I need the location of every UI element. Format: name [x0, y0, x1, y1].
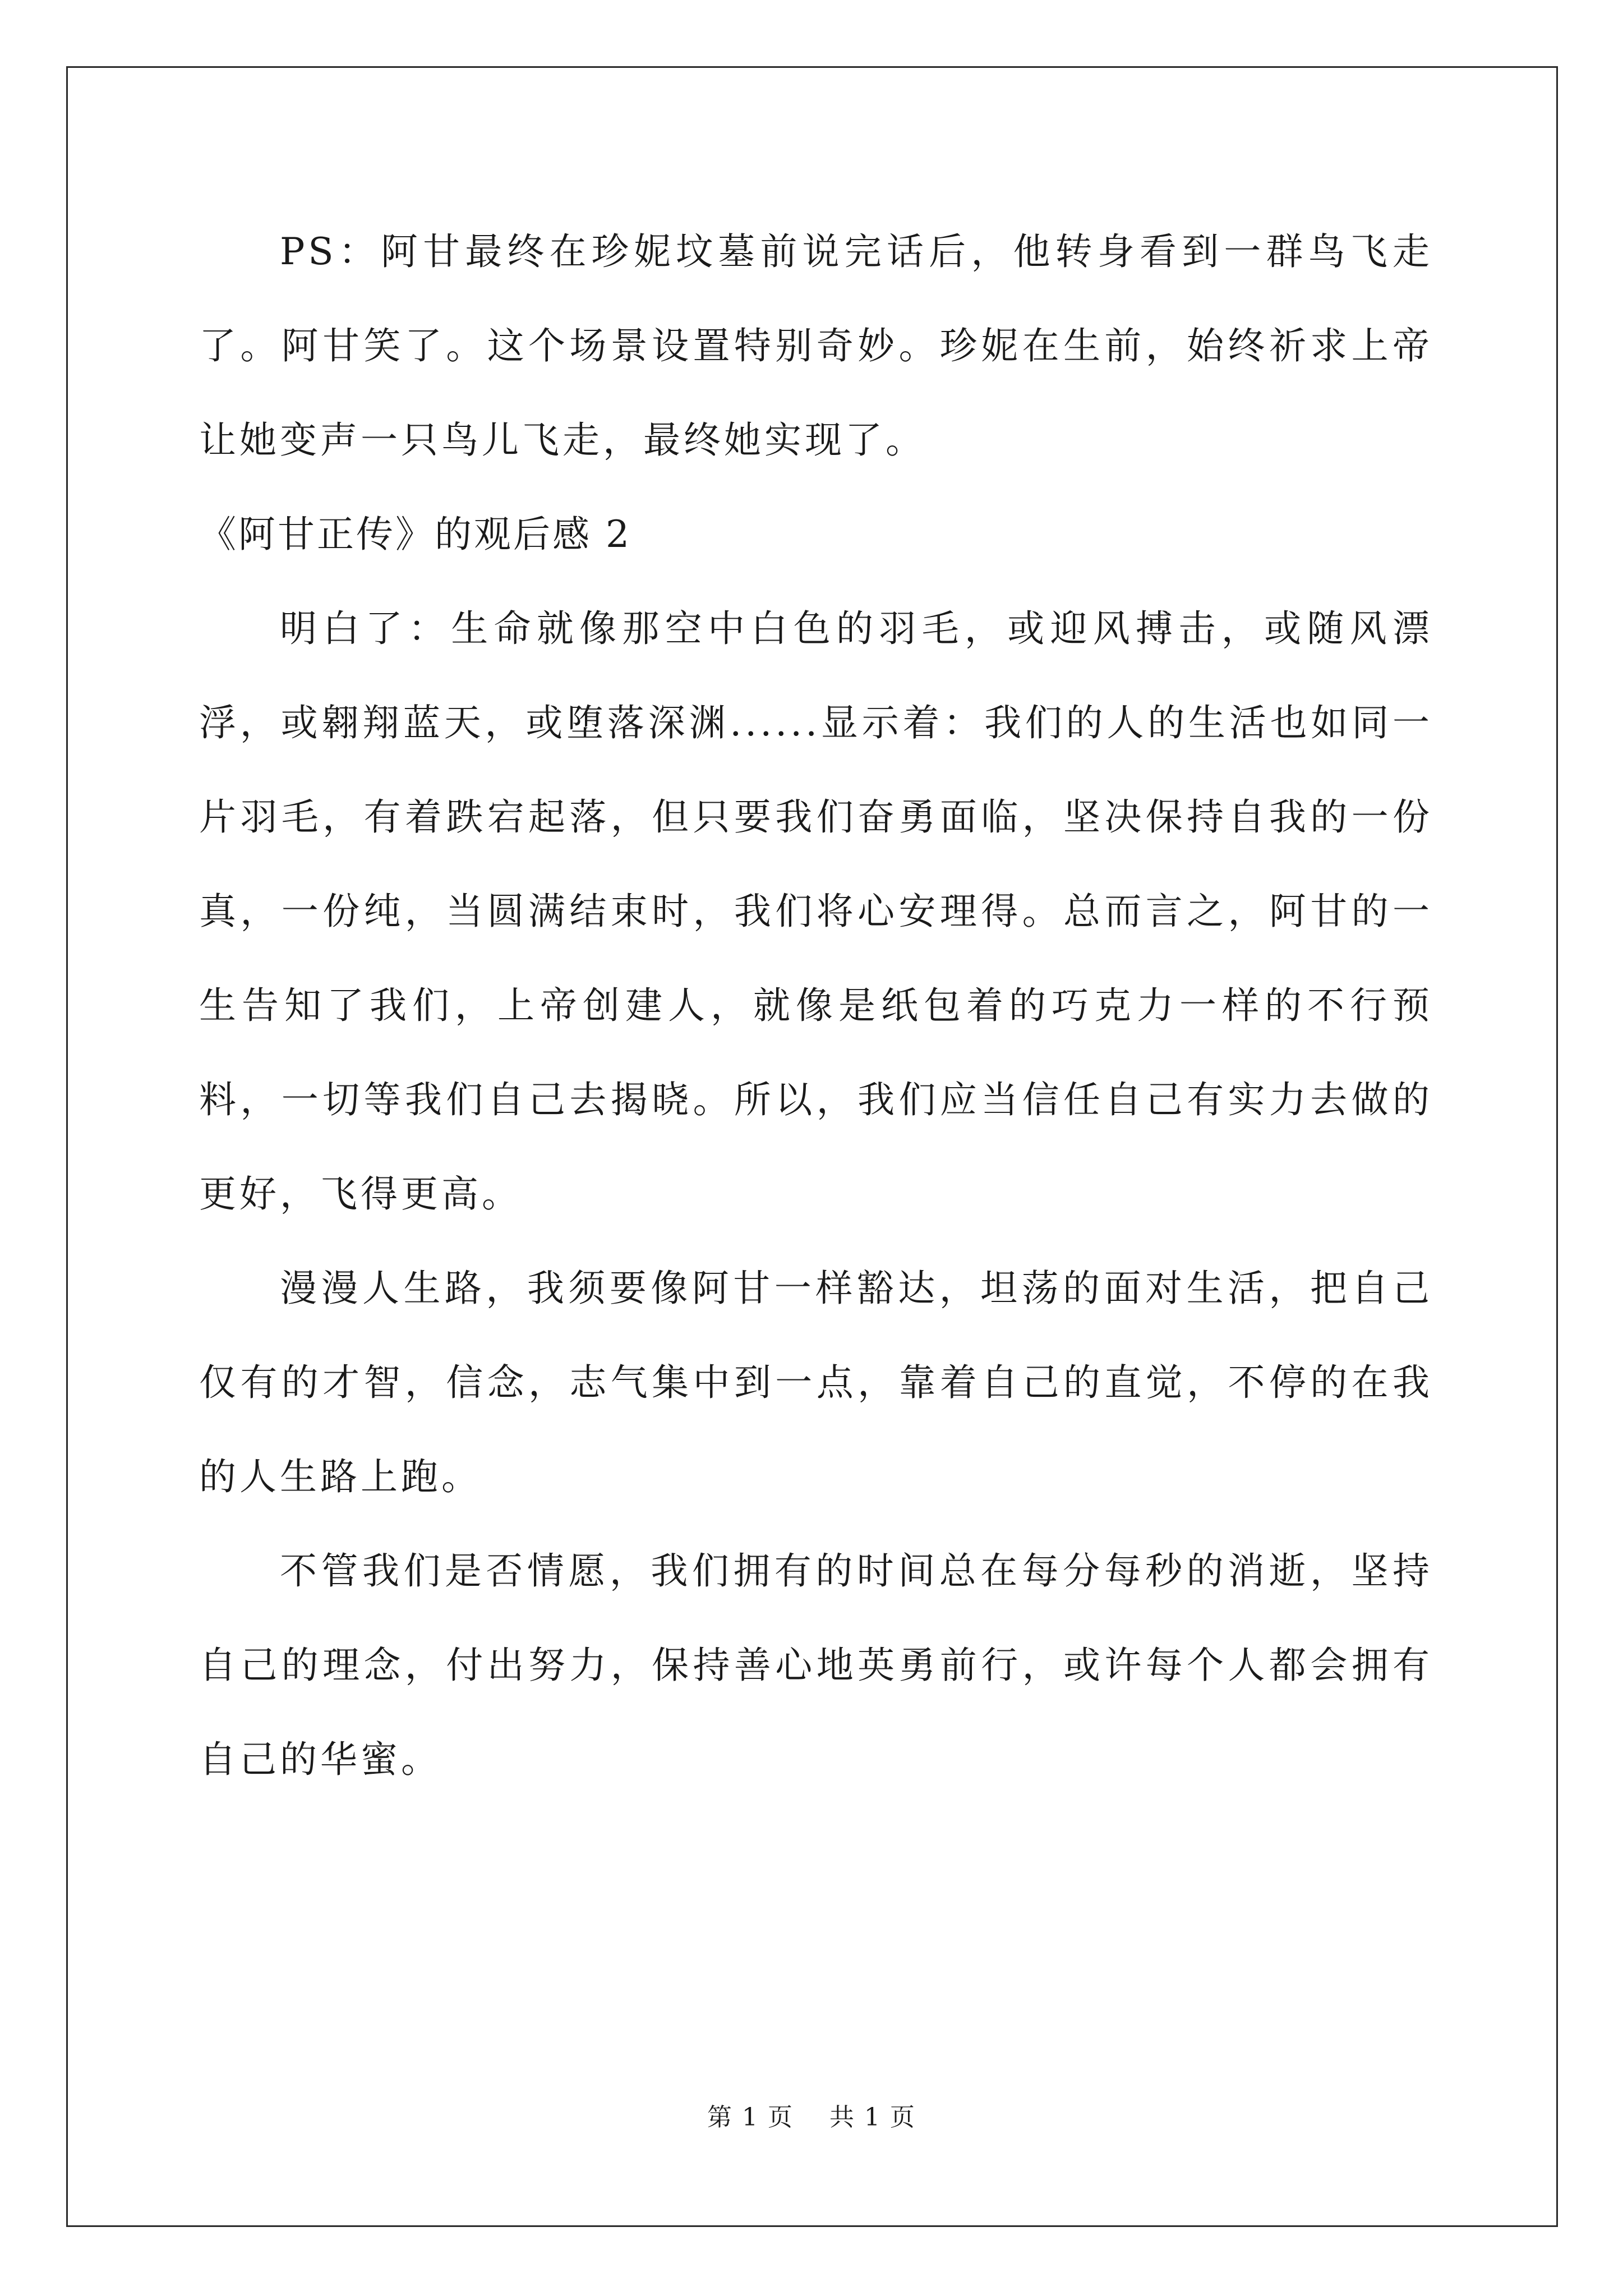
document-body	[199, 205, 1433, 1807]
page-number: 第 1 页	[707, 2103, 794, 2132]
page-footer	[0, 2097, 1623, 2133]
section-heading: 《阿甘正传》的观后感 2	[199, 513, 631, 556]
paragraph-ps: PS：阿甘最终在珍妮坟墓前说完话后，他转身看到一群鸟飞走了。阿甘笑了。这个场景设置特别奇妙。珍妮在生前，始终祈求上帝让她变声一只鸟儿飞走，最终她实现了。	[199, 230, 1433, 462]
paragraph-life-road: 漫漫人生路，我须要像阿甘一样豁达，坦荡的面对生活，把自己仅有的才智，信念，志气集中到一点，靠着自己的直觉，不停的在我的人生路上跑。	[199, 1267, 1433, 1498]
paragraph-feather: 明白了：生命就像那空中白色的羽毛，或迎风搏击，或随风漂浮，或翱翔蓝天，或堕落深渊......显示着：我们的人的生活也如同一片羽毛，有着跌宕起落，但只要我们奋勇面临，坚决保持自我的一份真，一份纯，当圆满结束时，我们将心安理得。总而言之，阿甘的一生告知了我们，上帝创建人，就像是纸包着的巧克力一样的不行预料，一切等我们自己去揭晓。所以，我们应当信任自己有实力去做的更好，飞得更高。	[199, 607, 1433, 1216]
page-total: 共 1 页	[829, 2103, 916, 2132]
paragraph-time: 不管我们是否情愿，我们拥有的时间总在每分每秒的消逝，坚持自己的理念，付出努力，保持善心地英勇前行，或许每个人都会拥有自己的华蜜。	[199, 1549, 1433, 1781]
